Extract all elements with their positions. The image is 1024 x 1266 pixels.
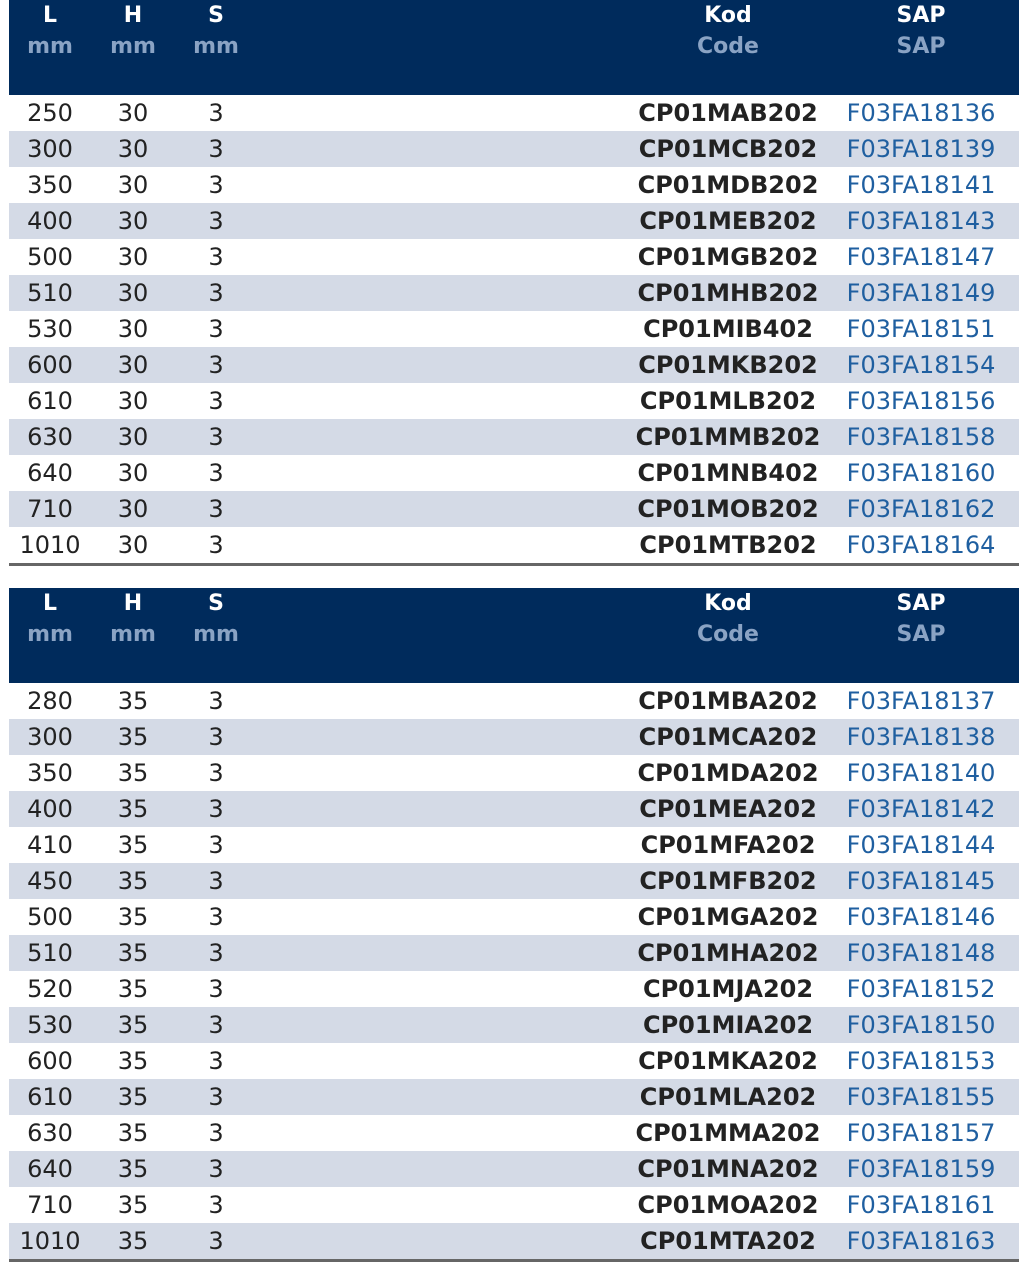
cell-l: 450 — [27, 867, 73, 895]
cell-l: 500 — [27, 903, 73, 931]
table-row — [9, 1007, 1019, 1043]
cell-h: 30 — [117, 279, 149, 307]
cell-s: 3 — [208, 939, 224, 967]
cell-sap: F03FA18140 — [846, 759, 996, 787]
table-row — [9, 863, 1019, 899]
cell-l: 510 — [27, 279, 73, 307]
cell-l: 410 — [27, 831, 73, 859]
cell-s: 3 — [208, 1155, 224, 1183]
cell-sap: F03FA18146 — [846, 903, 996, 931]
cell-kod: CP01MTB202 — [639, 531, 817, 559]
cell-sap: F03FA18139 — [846, 135, 996, 163]
table-row — [9, 275, 1019, 311]
cell-s: 3 — [208, 1191, 224, 1219]
cell-h: 35 — [117, 687, 149, 715]
cell-kod: CP01MEA202 — [639, 795, 817, 823]
cell-l: 710 — [27, 495, 73, 523]
table-row — [9, 95, 1019, 131]
cell-s: 3 — [208, 459, 224, 487]
table-header: L mm H mm S mm Kod Code SAP SAP — [9, 588, 1019, 683]
cell-l: 400 — [27, 795, 73, 823]
table-row — [9, 1223, 1019, 1259]
cell-l: 600 — [27, 351, 73, 379]
cell-sap: F03FA18137 — [846, 687, 996, 715]
cell-s: 3 — [208, 795, 224, 823]
cell-l: 300 — [27, 135, 73, 163]
cell-kod: CP01MFB202 — [639, 867, 817, 895]
cell-sap: F03FA18163 — [846, 1227, 996, 1255]
cell-l: 530 — [27, 1011, 73, 1039]
cell-kod: CP01MBA202 — [638, 687, 818, 715]
cell-s: 3 — [208, 903, 224, 931]
table-row — [9, 527, 1019, 563]
cell-sap: F03FA18154 — [846, 351, 996, 379]
cell-l: 710 — [27, 1191, 73, 1219]
cell-kod: CP01MFA202 — [640, 831, 816, 859]
cell-sap: F03FA18148 — [846, 939, 996, 967]
cell-s: 3 — [208, 279, 224, 307]
cell-h: 35 — [117, 1227, 149, 1255]
cell-sap: F03FA18144 — [846, 831, 996, 859]
cell-l: 630 — [27, 1119, 73, 1147]
cell-h: 30 — [117, 99, 149, 127]
cell-l: 280 — [27, 687, 73, 715]
cell-sap: F03FA18158 — [846, 423, 996, 451]
cell-sap: F03FA18160 — [846, 459, 996, 487]
cell-sap: F03FA18149 — [846, 279, 996, 307]
cell-s: 3 — [208, 687, 224, 715]
cell-sap: F03FA18159 — [846, 1155, 996, 1183]
cell-kod: CP01MEB202 — [639, 207, 817, 235]
cell-sap: F03FA18147 — [846, 243, 996, 271]
table-row — [9, 719, 1019, 755]
cell-l: 510 — [27, 939, 73, 967]
cell-kod: CP01MNA202 — [637, 1155, 819, 1183]
cell-kod: CP01MTA202 — [640, 1227, 816, 1255]
table-row — [9, 827, 1019, 863]
cell-sap: F03FA18153 — [846, 1047, 996, 1075]
cell-sap: F03FA18138 — [846, 723, 996, 751]
cell-s: 3 — [208, 351, 224, 379]
table-row — [9, 971, 1019, 1007]
table-bottom-rule — [9, 563, 1019, 566]
cell-s: 3 — [208, 1011, 224, 1039]
cell-h: 35 — [117, 1191, 149, 1219]
table-row — [9, 203, 1019, 239]
cell-h: 35 — [117, 759, 149, 787]
cell-s: 3 — [208, 495, 224, 523]
cell-h: 35 — [117, 831, 149, 859]
table-row — [9, 755, 1019, 791]
table-row — [9, 239, 1019, 275]
cell-h: 30 — [117, 459, 149, 487]
table-row — [9, 311, 1019, 347]
cell-h: 35 — [117, 1119, 149, 1147]
cell-s: 3 — [208, 135, 224, 163]
cell-l: 610 — [27, 387, 73, 415]
cell-kod: CP01MKB202 — [638, 351, 818, 379]
cell-h: 30 — [117, 243, 149, 271]
cell-h: 35 — [117, 903, 149, 931]
cell-h: 35 — [117, 1155, 149, 1183]
table-row — [9, 347, 1019, 383]
cell-h: 35 — [117, 867, 149, 895]
cell-s: 3 — [208, 723, 224, 751]
cell-kod: CP01MLB202 — [639, 387, 817, 415]
table-row — [9, 455, 1019, 491]
cell-s: 3 — [208, 315, 224, 343]
cell-s: 3 — [208, 207, 224, 235]
cell-sap: F03FA18155 — [846, 1083, 996, 1111]
cell-s: 3 — [208, 99, 224, 127]
cell-kod: CP01MCA202 — [638, 723, 818, 751]
cell-kod: CP01MMB202 — [635, 423, 821, 451]
cell-h: 35 — [117, 795, 149, 823]
cell-sap: F03FA18136 — [846, 99, 996, 127]
table-row — [9, 383, 1019, 419]
cell-s: 3 — [208, 867, 224, 895]
cell-kod: CP01MDB202 — [637, 171, 819, 199]
table-header: L mm H mm S mm Kod Code SAP SAP — [9, 0, 1019, 95]
table-row — [9, 419, 1019, 455]
cell-kod: CP01MJA202 — [642, 975, 814, 1003]
cell-s: 3 — [208, 387, 224, 415]
cell-l: 500 — [27, 243, 73, 271]
table-body — [9, 683, 1019, 1259]
product-table-h35 — [9, 588, 1019, 1262]
cell-s: 3 — [208, 423, 224, 451]
cell-h: 35 — [117, 1047, 149, 1075]
table-row — [9, 1079, 1019, 1115]
cell-s: 3 — [208, 1119, 224, 1147]
cell-kod: CP01MLA202 — [639, 1083, 817, 1111]
cell-s: 3 — [208, 243, 224, 271]
table-row — [9, 1187, 1019, 1223]
cell-sap: F03FA18162 — [846, 495, 996, 523]
table-row — [9, 1043, 1019, 1079]
cell-kod: CP01MIB402 — [643, 315, 813, 343]
cell-h: 30 — [117, 135, 149, 163]
table-row — [9, 491, 1019, 527]
cell-l: 400 — [27, 207, 73, 235]
cell-l: 1010 — [19, 531, 81, 559]
table-row — [9, 131, 1019, 167]
cell-h: 35 — [117, 1083, 149, 1111]
table-row — [9, 935, 1019, 971]
cell-kod: CP01MAB202 — [638, 99, 818, 127]
cell-s: 3 — [208, 1083, 224, 1111]
cell-s: 3 — [208, 759, 224, 787]
cell-h: 35 — [117, 1011, 149, 1039]
product-table-h30 — [9, 0, 1019, 566]
cell-s: 3 — [208, 531, 224, 559]
cell-l: 600 — [27, 1047, 73, 1075]
cell-h: 35 — [117, 723, 149, 751]
cell-l: 300 — [27, 723, 73, 751]
cell-h: 35 — [117, 939, 149, 967]
cell-kod: CP01MCB202 — [638, 135, 818, 163]
cell-sap: F03FA18141 — [846, 171, 996, 199]
table-row — [9, 1115, 1019, 1151]
table-row — [9, 167, 1019, 203]
cell-sap: F03FA18151 — [846, 315, 996, 343]
table-row — [9, 683, 1019, 719]
cell-kod: CP01MOA202 — [637, 1191, 819, 1219]
cell-sap: F03FA18156 — [846, 387, 996, 415]
cell-kod: CP01MMA202 — [635, 1119, 821, 1147]
cell-sap: F03FA18157 — [846, 1119, 996, 1147]
cell-s: 3 — [208, 1227, 224, 1255]
cell-sap: F03FA18143 — [846, 207, 996, 235]
cell-sap: F03FA18142 — [846, 795, 996, 823]
table-bottom-rule — [9, 1259, 1019, 1262]
cell-sap: F03FA18161 — [846, 1191, 996, 1219]
table-row — [9, 1151, 1019, 1187]
cell-kod: CP01MGA202 — [637, 903, 819, 931]
cell-l: 640 — [27, 459, 73, 487]
cell-l: 610 — [27, 1083, 73, 1111]
cell-sap: F03FA18152 — [846, 975, 996, 1003]
cell-h: 30 — [117, 207, 149, 235]
cell-h: 30 — [117, 351, 149, 379]
cell-h: 35 — [117, 975, 149, 1003]
cell-kod: CP01MIA202 — [642, 1011, 814, 1039]
table-body — [9, 95, 1019, 563]
cell-kod: CP01MNB402 — [637, 459, 819, 487]
cell-l: 520 — [27, 975, 73, 1003]
table-row — [9, 899, 1019, 935]
cell-kod: CP01MHB202 — [637, 279, 819, 307]
cell-kod: CP01MOB202 — [637, 495, 819, 523]
cell-l: 250 — [27, 99, 73, 127]
cell-l: 640 — [27, 1155, 73, 1183]
cell-l: 350 — [27, 171, 73, 199]
cell-h: 30 — [117, 531, 149, 559]
cell-l: 530 — [27, 315, 73, 343]
cell-h: 30 — [117, 315, 149, 343]
cell-h: 30 — [117, 423, 149, 451]
table-row — [9, 791, 1019, 827]
cell-l: 350 — [27, 759, 73, 787]
cell-kod: CP01MGB202 — [637, 243, 819, 271]
cell-kod: CP01MDA202 — [637, 759, 819, 787]
cell-h: 30 — [117, 171, 149, 199]
cell-sap: F03FA18164 — [846, 531, 996, 559]
cell-s: 3 — [208, 171, 224, 199]
cell-kod: CP01MKA202 — [638, 1047, 818, 1075]
cell-l: 630 — [27, 423, 73, 451]
cell-l: 1010 — [19, 1227, 81, 1255]
cell-kod: CP01MHA202 — [637, 939, 819, 967]
cell-s: 3 — [208, 1047, 224, 1075]
cell-s: 3 — [208, 831, 224, 859]
cell-s: 3 — [208, 975, 224, 1003]
cell-sap: F03FA18145 — [846, 867, 996, 895]
cell-h: 30 — [117, 387, 149, 415]
cell-sap: F03FA18150 — [846, 1011, 996, 1039]
cell-h: 30 — [117, 495, 149, 523]
